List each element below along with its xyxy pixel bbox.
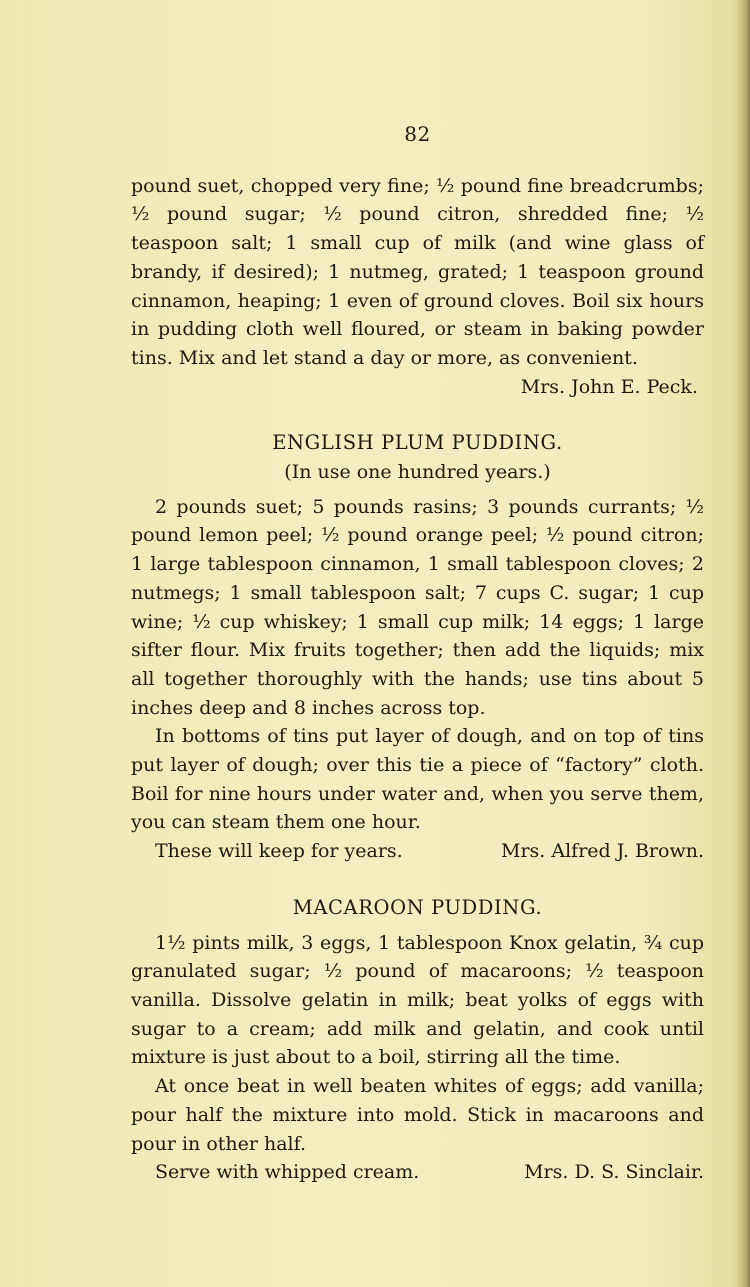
recipe-paragraph: 1½ pints milk, 3 eggs, 1 tablespoon Knox gelatin, ¾ cup granulated sugar; ½ pound of macaroons; ½ teaspoon vanilla. Dissolve gelatin in milk; beat yolks of eggs with sugar to a cream; add milk and gelatin, and cook until mixture is just about to a boil, stirring all the time. — [131, 931, 704, 1069]
recipe-paragraph: In bottoms of tins put layer of dough, and on top of tins put layer of dough; over this tie a piece of “factory” cloth. Boil for nine hours under water and, when you serve them, you can steam them one hour. — [131, 725, 704, 834]
page-number: 82 — [404, 122, 431, 146]
recipe-signature: Mrs. Alfred J. Brown. — [501, 840, 704, 863]
recipe-english-plum-pudding — [131, 429, 704, 866]
recipe-subtitle: (In use one hundred years.) — [284, 461, 551, 484]
recipe-closing-note: Serve with whipped cream. — [155, 1161, 420, 1184]
page-edge-shadow — [736, 0, 750, 1287]
recipe-signature: Mrs. D. S. Sinclair. — [524, 1161, 704, 1184]
recipe-paragraph: 2 pounds suet; 5 pounds rasins; 3 pounds currants; ½ pound lemon peel; ½ pound orange peel; ½ pound citron; 1 large tablespoon cinnamon, 1 small tablespoon cloves; 2 nutmegs; 1 small tablespoon salt; 7 cups C. sugar; 1 cup wine; ½ cup whiskey; 1 small cup milk; 14 eggs; 1 large sifter flour. Mix fruits together; then add the liquids; mix all together thoroughly with the hands; use tins about 5 inches deep and 8 inches across top. — [131, 495, 704, 719]
recipe-title: MACAROON PUDDING. — [292, 895, 543, 919]
recipe-body: pound suet, chopped very fine; ½ pound fine breadcrumbs; ½ pound sugar; ½ pound citron, shredded fine; ½ teaspoon salt; 1 small cup of milk (and wine glass of brandy, if desired); 1 nutmeg, grated; 1 teaspoon ground cinnamon, heaping; 1 even of ground cloves. Boil six hours in pudding cloth well floured, or steam in baking powder tins. Mix and let stand a day or more, as convenient. — [131, 174, 704, 369]
recipe-title: ENGLISH PLUM PUDDING. — [272, 431, 563, 455]
recipe-continued — [131, 172, 704, 402]
recipe-macaroon-pudding — [131, 894, 704, 1187]
recipe-paragraph: At once beat in well beaten whites of eggs; add vanilla; pour half the mixture into mold. Stick in macaroons and pour in other half. — [131, 1075, 704, 1155]
recipe-closing-note: These will keep for years. — [155, 840, 403, 863]
recipe-closing-line — [131, 1158, 704, 1187]
recipe-signature: Mrs. John E. Peck. — [520, 375, 698, 398]
page-content — [131, 120, 704, 1187]
recipe-closing-line — [131, 837, 704, 866]
